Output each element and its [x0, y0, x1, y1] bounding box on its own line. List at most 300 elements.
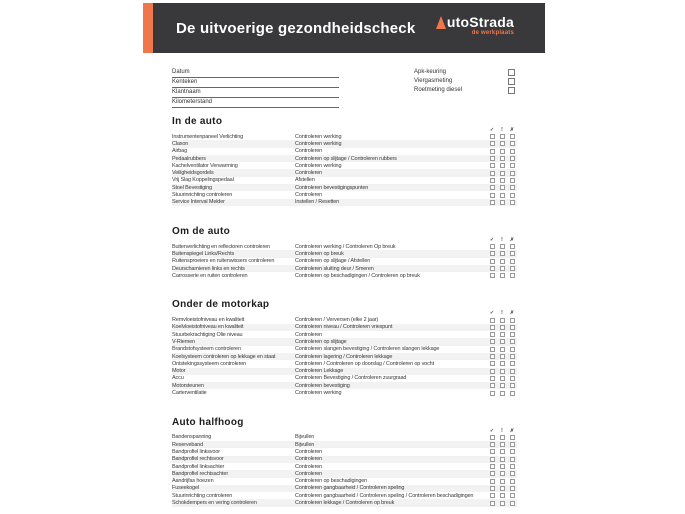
checkbox-attention[interactable]	[500, 376, 505, 381]
row-item-label: Aandrijfas hoezen	[172, 478, 214, 485]
field-label-klantnaam: Klantnaam	[172, 89, 201, 95]
checkbox-attention[interactable]	[500, 361, 505, 366]
result-box-col-attention	[497, 471, 507, 476]
checklist-row-bandprofiel-rechtsvoor	[172, 456, 517, 463]
checkbox-fail[interactable]	[510, 471, 515, 476]
checkbox-attention[interactable]	[500, 493, 505, 498]
checkbox-attention[interactable]	[500, 273, 505, 278]
row-item-label: Carrosserie en ruiten controleren	[172, 272, 248, 279]
result-boxes	[487, 156, 517, 161]
checkbox-fail[interactable]	[510, 493, 515, 498]
row-action-label: Controleren werking	[295, 390, 342, 397]
result-box-col-ok	[487, 449, 497, 454]
checkbox-ok[interactable]	[490, 244, 495, 249]
checkbox-fail[interactable]	[510, 479, 515, 484]
result-box-col-attention	[497, 457, 507, 462]
row-action-label: Controleren op slijtage / Controleren rubbers	[295, 155, 397, 162]
checkbox-fail[interactable]	[510, 376, 515, 381]
row-item-label: V-Riemen	[172, 338, 195, 345]
field-klantnaam[interactable]	[172, 88, 339, 98]
result-boxes	[487, 266, 517, 271]
checkbox-fail[interactable]	[510, 318, 515, 323]
section-title-om-de-auto: Om de auto	[172, 225, 231, 237]
checkbox-ok[interactable]	[490, 376, 495, 381]
result-box-col-fail	[507, 266, 517, 271]
checkbox-attention[interactable]	[500, 200, 505, 205]
checkbox-ok[interactable]	[490, 486, 495, 491]
row-item-label: Stuurinrichting controleren	[172, 492, 233, 499]
section-rows	[172, 434, 517, 507]
result-box-col-fail	[507, 339, 517, 344]
result-box-col-fail	[507, 361, 517, 366]
result-box-col-ok	[487, 493, 497, 498]
field-kilometerstand[interactable]	[172, 98, 339, 108]
checkbox-fail[interactable]	[510, 354, 515, 359]
logo-brand-text: utoStrada	[446, 14, 514, 30]
checkbox-attention[interactable]	[500, 163, 505, 168]
checkbox-fail[interactable]	[510, 486, 515, 491]
checklist-row-aandrijfas-hoezen	[172, 478, 517, 485]
result-boxes	[487, 171, 517, 176]
checkbox-ok[interactable]	[490, 318, 495, 323]
checkbox-fail[interactable]	[510, 134, 515, 139]
result-boxes	[487, 178, 517, 183]
row-item-label: Service Interval Melder	[172, 199, 225, 206]
checkbox-fail[interactable]	[510, 347, 515, 352]
row-item-label: Koelvloeistofniveau en kwaliteit	[172, 324, 244, 331]
checkbox-attention[interactable]	[500, 442, 505, 447]
field-kenteken[interactable]	[172, 78, 339, 88]
result-box-col-attention	[497, 442, 507, 447]
section-rows	[172, 133, 517, 206]
checklist-row-kachelventilator-verwarming	[172, 162, 517, 169]
checkbox-attention[interactable]	[500, 486, 505, 491]
result-box-col-attention	[497, 339, 507, 344]
row-item-label: Deurscharnieren links en rechts	[172, 265, 245, 272]
result-box-col-fail	[507, 244, 517, 249]
result-box-col-attention	[497, 318, 507, 323]
row-item-label: Veiligheidsgordels	[172, 170, 214, 177]
attention-symbol: !	[501, 236, 503, 243]
checkbox-fail[interactable]	[510, 449, 515, 454]
result-box-col-ok	[487, 156, 497, 161]
result-boxes	[487, 493, 517, 498]
result-boxes	[487, 464, 517, 469]
checkbox-fail[interactable]	[510, 457, 515, 462]
checkbox-fail[interactable]	[510, 332, 515, 337]
checkbox-ok[interactable]	[490, 332, 495, 337]
section-auto-halfhoog	[172, 417, 517, 507]
checklist-row-vrij-slag-koppelingspedaal	[172, 177, 517, 184]
result-box-col-ok	[487, 200, 497, 205]
field-datum[interactable]	[172, 68, 339, 78]
checkbox-attention[interactable]	[500, 156, 505, 161]
checkbox-fail[interactable]	[510, 325, 515, 330]
checkbox-fail[interactable]	[510, 361, 515, 366]
result-box-col-ok	[487, 163, 497, 168]
result-box-col-ok	[487, 361, 497, 366]
ok-symbol: ✓	[489, 310, 495, 317]
checkbox-ok[interactable]	[490, 141, 495, 146]
ok-symbol: ✓	[489, 427, 495, 434]
result-box-col-attention	[497, 178, 507, 183]
checkbox-ok[interactable]	[490, 185, 495, 190]
checkbox-ok[interactable]	[490, 200, 495, 205]
result-box-col-fail	[507, 449, 517, 454]
result-box-col-ok	[487, 318, 497, 323]
section-onder-de-motorkap	[172, 299, 517, 396]
checkbox-ok[interactable]	[490, 178, 495, 183]
result-boxes	[487, 449, 517, 454]
result-box-col-fail	[507, 457, 517, 462]
result-box-col-fail	[507, 200, 517, 205]
result-box-col-fail	[507, 251, 517, 256]
result-box-col-attention	[497, 244, 507, 249]
result-boxes	[487, 149, 517, 154]
checkbox-ok[interactable]	[490, 435, 495, 440]
result-box-col-ok	[487, 134, 497, 139]
row-item-label: Buitenspiegel Links/Rechts	[172, 250, 235, 257]
row-action-label: Controleren / Controleren op doorslag / Controleren op vocht	[295, 360, 434, 367]
result-box-col-attention	[497, 369, 507, 374]
row-action-label: Controleren op breuk	[295, 250, 344, 257]
result-boxes	[487, 383, 517, 388]
autostrada-logo	[436, 15, 514, 36]
fail-symbol: ✗	[509, 127, 515, 133]
result-boxes	[487, 347, 517, 352]
checkbox-attention[interactable]	[500, 134, 505, 139]
result-box-col-attention	[497, 259, 507, 264]
checkbox-ok[interactable]	[490, 361, 495, 366]
checkbox-attention[interactable]	[500, 171, 505, 176]
row-item-label: Airbag	[172, 148, 187, 155]
checkbox-roetmeting-diesel[interactable]	[508, 87, 515, 94]
checkbox-attention[interactable]	[500, 244, 505, 249]
row-item-label: Brandstofsysteem controleren	[172, 346, 241, 353]
result-box-col-ok	[487, 391, 497, 396]
row-action-label: Controleren bevestigingspunten	[295, 184, 369, 191]
checkbox-fail[interactable]	[510, 171, 515, 176]
option-apk-keuring	[414, 69, 515, 78]
checkbox-attention[interactable]	[500, 457, 505, 462]
row-item-label: Reserveband	[172, 441, 204, 448]
checkbox-ok[interactable]	[490, 193, 495, 198]
result-box-col-ok	[487, 149, 497, 154]
result-box-col-attention	[497, 383, 507, 388]
checkbox-attention[interactable]	[500, 347, 505, 352]
result-boxes	[487, 318, 517, 323]
checklist-row-ontstekingssysteem-controleren	[172, 360, 517, 367]
row-action-label: Controleren lekkage / Controleren op breuk	[295, 500, 395, 507]
checklist-row-koelvloeistofniveau-en-kwaliteit	[172, 324, 517, 331]
fail-symbol: ✗	[509, 236, 515, 243]
result-boxes	[487, 325, 517, 330]
checkbox-fail[interactable]	[510, 156, 515, 161]
checkbox-fail[interactable]	[510, 163, 515, 168]
fail-symbol: ✗	[509, 310, 515, 317]
checkbox-ok[interactable]	[490, 457, 495, 462]
result-box-col-ok	[487, 457, 497, 462]
checkbox-fail[interactable]	[510, 200, 515, 205]
row-item-label: Accu	[172, 375, 184, 382]
logo-brand	[436, 15, 514, 29]
checkbox-attention[interactable]	[500, 325, 505, 330]
result-box-col-attention	[497, 354, 507, 359]
section-rows	[172, 243, 517, 279]
checkbox-attention[interactable]	[500, 193, 505, 198]
field-label-kilometerstand: Kilometerstand	[172, 99, 213, 105]
result-box-col-attention	[497, 266, 507, 271]
checkbox-ok[interactable]	[490, 464, 495, 469]
checklist-row-fuseekogel	[172, 485, 517, 492]
checklist-row-carrosserie-en-ruiten-controleren	[172, 272, 517, 279]
checkbox-fail[interactable]	[510, 178, 515, 183]
result-boxes	[487, 354, 517, 359]
result-box-col-ok	[487, 178, 497, 183]
result-box-col-attention	[497, 185, 507, 190]
checkbox-ok[interactable]	[490, 347, 495, 352]
row-item-label: Motor	[172, 368, 186, 375]
field-label-kenteken: Kenteken	[172, 79, 198, 85]
row-item-label: Stuurbekrachtiging Olie niveau	[172, 331, 243, 338]
result-box-col-attention	[497, 193, 507, 198]
result-box-col-attention	[497, 493, 507, 498]
result-box-col-ok	[487, 354, 497, 359]
checklist-row-bandprofiel-linksachter	[172, 463, 517, 470]
checkbox-attention[interactable]	[500, 332, 505, 337]
row-item-label: Schokdempers en vering controleren	[172, 500, 257, 507]
result-boxes	[487, 259, 517, 264]
customer-fields	[172, 68, 339, 108]
checkbox-ok[interactable]	[490, 251, 495, 256]
row-action-label: Controleren lagering / Controleren lekkage	[295, 353, 393, 360]
checkbox-attention[interactable]	[500, 185, 505, 190]
checkbox-attention[interactable]	[500, 318, 505, 323]
checkbox-fail[interactable]	[510, 391, 515, 396]
result-box-col-fail	[507, 156, 517, 161]
checkbox-ok[interactable]	[490, 266, 495, 271]
result-box-col-attention	[497, 347, 507, 352]
checkbox-attention[interactable]	[500, 391, 505, 396]
checkbox-ok[interactable]	[490, 325, 495, 330]
section-om-de-auto	[172, 226, 517, 279]
result-box-col-attention	[497, 141, 507, 146]
result-box-col-fail	[507, 171, 517, 176]
result-boxes	[487, 332, 517, 337]
checklist-row-claxon	[172, 140, 517, 147]
result-box-col-attention	[497, 325, 507, 330]
checkbox-fail[interactable]	[510, 193, 515, 198]
result-box-col-ok	[487, 273, 497, 278]
row-action-label: Controleren Lekkage	[295, 368, 344, 375]
checkbox-fail[interactable]	[510, 383, 515, 388]
result-box-col-attention	[497, 464, 507, 469]
checkbox-fail[interactable]	[510, 244, 515, 249]
result-boxes	[487, 361, 517, 366]
checkbox-attention[interactable]	[500, 149, 505, 154]
checkbox-ok[interactable]	[490, 442, 495, 447]
row-item-label: Koelsysteem controleren op lekkage en staat	[172, 353, 276, 360]
checkbox-attention[interactable]	[500, 435, 505, 440]
checkbox-ok[interactable]	[490, 369, 495, 374]
inspection-options	[414, 69, 515, 96]
checkbox-attention[interactable]	[500, 449, 505, 454]
result-boxes	[487, 479, 517, 484]
checkbox-ok[interactable]	[490, 156, 495, 161]
result-box-col-fail	[507, 141, 517, 146]
checklist-row-brandstofsysteem-controleren	[172, 346, 517, 353]
checkbox-fail[interactable]	[510, 266, 515, 271]
checkbox-fail[interactable]	[510, 369, 515, 374]
result-boxes	[487, 134, 517, 139]
checkbox-ok[interactable]	[490, 471, 495, 476]
checkbox-attention[interactable]	[500, 178, 505, 183]
result-box-col-ok	[487, 259, 497, 264]
result-box-col-ok	[487, 486, 497, 491]
checkbox-ok[interactable]	[490, 449, 495, 454]
checkbox-ok[interactable]	[490, 149, 495, 154]
attention-symbol: !	[501, 310, 503, 317]
result-boxes	[487, 339, 517, 344]
result-box-col-fail	[507, 325, 517, 330]
section-title-onder-de-motorkap: Onder de motorkap	[172, 299, 270, 311]
checkbox-fail[interactable]	[510, 464, 515, 469]
checkbox-attention[interactable]	[500, 383, 505, 388]
result-box-col-ok	[487, 442, 497, 447]
checkbox-fail[interactable]	[510, 273, 515, 278]
checklist-row-stuurinrichting-controleren	[172, 191, 517, 198]
checkbox-attention[interactable]	[500, 339, 505, 344]
row-action-label: Controleren op slijtage / Afstellen	[295, 258, 371, 265]
row-item-label: Stoel Bevestiging	[172, 184, 212, 191]
result-box-col-fail	[507, 149, 517, 154]
result-box-col-fail	[507, 347, 517, 352]
ok-symbol: ✓	[489, 127, 495, 133]
result-box-col-attention	[497, 200, 507, 205]
checkbox-ok[interactable]	[490, 273, 495, 278]
checkbox-ok[interactable]	[490, 391, 495, 396]
checkbox-fail[interactable]	[510, 141, 515, 146]
row-action-label: Controleren	[295, 331, 323, 338]
checkbox-ok[interactable]	[490, 171, 495, 176]
result-boxes	[487, 501, 517, 506]
checkbox-attention[interactable]	[500, 251, 505, 256]
checkbox-attention[interactable]	[500, 141, 505, 146]
result-box-col-ok	[487, 464, 497, 469]
result-box-col-ok	[487, 332, 497, 337]
result-boxes	[487, 185, 517, 190]
checklist-row-instrumentenpaneel-verlichting	[172, 133, 517, 140]
result-box-col-ok	[487, 339, 497, 344]
checkbox-ok[interactable]	[490, 339, 495, 344]
checkbox-ok[interactable]	[490, 134, 495, 139]
result-box-col-ok	[487, 383, 497, 388]
checkbox-viergasmeting[interactable]	[508, 78, 515, 85]
checklist-row-service-interval-melder	[172, 199, 517, 206]
row-action-label: Controleren werking	[295, 162, 342, 169]
result-boxes	[487, 457, 517, 462]
row-item-label: Bandenspanning	[172, 434, 212, 441]
checkbox-attention[interactable]	[500, 464, 505, 469]
result-box-col-fail	[507, 178, 517, 183]
checklist-row-veiligheidsgordels	[172, 169, 517, 176]
result-boxes	[487, 273, 517, 278]
checklist-row-ruitensproeiers-en-ruitenwissers-controleren	[172, 258, 517, 265]
checklist-row-stuurbekrachtiging-olie-niveau	[172, 331, 517, 338]
checkbox-attention[interactable]	[500, 369, 505, 374]
checkbox-ok[interactable]	[490, 383, 495, 388]
row-action-label: Controleren	[295, 456, 323, 463]
option-viergasmeting	[414, 78, 515, 87]
checkbox-ok[interactable]	[490, 354, 495, 359]
row-action-label: Controleren werking	[295, 133, 342, 140]
checkbox-fail[interactable]	[510, 251, 515, 256]
checkbox-ok[interactable]	[490, 479, 495, 484]
checklist-row-pedaalrubbers	[172, 155, 517, 162]
row-item-label: Instrumentenpaneel Verlichting	[172, 133, 244, 140]
checkbox-attention[interactable]	[500, 259, 505, 264]
checkbox-attention[interactable]	[500, 354, 505, 359]
row-action-label: Controleren	[295, 170, 323, 177]
checkbox-apk-keuring[interactable]	[508, 69, 515, 76]
page-title: De uitvoerige gezondheidscheck	[176, 19, 416, 37]
checklist-row-v-riemen	[172, 338, 517, 345]
result-box-col-attention	[497, 134, 507, 139]
row-action-label: Controleren	[295, 148, 323, 155]
checkbox-attention[interactable]	[500, 266, 505, 271]
result-box-col-ok	[487, 435, 497, 440]
row-action-label: Bijvullen	[295, 434, 315, 441]
result-box-col-fail	[507, 163, 517, 168]
result-box-col-fail	[507, 442, 517, 447]
checkbox-attention[interactable]	[500, 471, 505, 476]
row-item-label: Claxon	[172, 140, 189, 147]
checkbox-ok[interactable]	[490, 501, 495, 506]
result-box-col-ok	[487, 244, 497, 249]
result-boxes	[487, 244, 517, 249]
checkbox-fail[interactable]	[510, 185, 515, 190]
checkbox-fail[interactable]	[510, 149, 515, 154]
checkbox-ok[interactable]	[490, 259, 495, 264]
result-boxes	[487, 435, 517, 440]
checkbox-fail[interactable]	[510, 435, 515, 440]
result-box-col-fail	[507, 501, 517, 506]
result-box-col-attention	[497, 163, 507, 168]
checkbox-fail[interactable]	[510, 339, 515, 344]
checkbox-fail[interactable]	[510, 501, 515, 506]
row-item-label: Bandprofiel linksachter	[172, 463, 225, 470]
checkbox-ok[interactable]	[490, 163, 495, 168]
checklist-row-bandenspanning	[172, 434, 517, 441]
checkbox-fail[interactable]	[510, 442, 515, 447]
row-action-label: Controleren op slijtage	[295, 338, 347, 345]
checkbox-fail[interactable]	[510, 259, 515, 264]
result-boxes	[487, 442, 517, 447]
section-rows	[172, 316, 517, 396]
row-item-label: Bandprofiel rechtsvoor	[172, 456, 224, 463]
option-roetmeting-diesel	[414, 87, 515, 96]
checkbox-ok[interactable]	[490, 493, 495, 498]
fail-symbol: ✗	[509, 427, 515, 434]
result-box-col-fail	[507, 435, 517, 440]
result-box-col-fail	[507, 273, 517, 278]
checkbox-attention[interactable]	[500, 479, 505, 484]
checkbox-attention[interactable]	[500, 501, 505, 506]
result-box-col-fail	[507, 134, 517, 139]
result-box-col-fail	[507, 318, 517, 323]
row-action-label: Bijvullen	[295, 441, 315, 448]
attention-symbol: !	[501, 427, 503, 434]
